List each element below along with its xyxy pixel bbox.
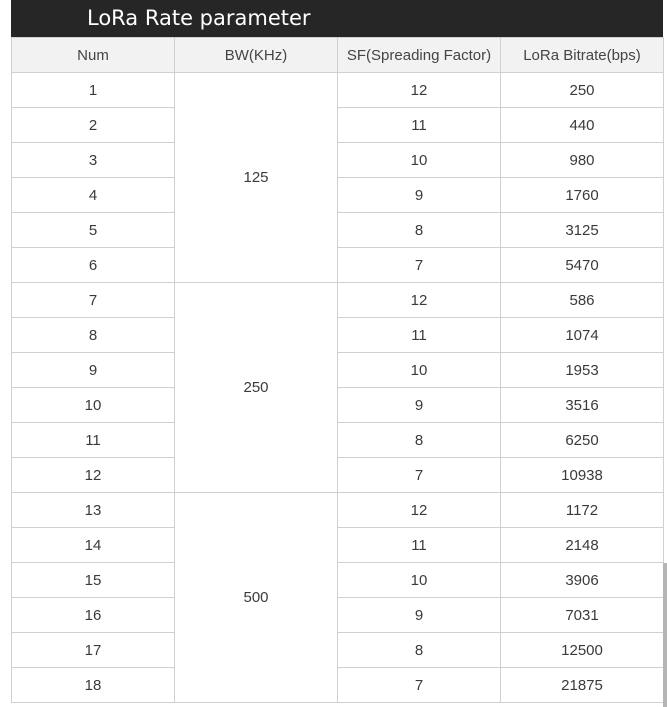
num-cell: 2 xyxy=(12,108,175,143)
sf-cell: 8 xyxy=(338,633,501,668)
table-row xyxy=(12,528,664,563)
table-row xyxy=(12,598,664,633)
table-row xyxy=(12,423,664,458)
bitrate-cell: 21875 xyxy=(501,668,664,703)
bitrate-cell: 1172 xyxy=(501,493,664,528)
sf-cell: 12 xyxy=(338,283,501,318)
num-cell: 13 xyxy=(12,493,175,528)
bitrate-cell: 3125 xyxy=(501,213,664,248)
edge-divider xyxy=(663,563,667,707)
sf-cell: 7 xyxy=(338,668,501,703)
table-title: LoRa Rate parameter xyxy=(11,0,663,37)
num-cell: 10 xyxy=(12,388,175,423)
bitrate-cell: 10938 xyxy=(501,458,664,493)
sf-cell: 8 xyxy=(338,213,501,248)
table-row xyxy=(12,108,664,143)
table-row xyxy=(12,248,664,283)
num-cell: 3 xyxy=(12,143,175,178)
bitrate-cell: 250 xyxy=(501,73,664,108)
num-cell: 15 xyxy=(12,563,175,598)
table-row xyxy=(12,633,664,668)
bitrate-cell: 12500 xyxy=(501,633,664,668)
bitrate-cell: 1074 xyxy=(501,318,664,353)
bitrate-cell: 6250 xyxy=(501,423,664,458)
bitrate-cell: 7031 xyxy=(501,598,664,633)
num-cell: 14 xyxy=(12,528,175,563)
sf-cell: 7 xyxy=(338,248,501,283)
sf-cell: 11 xyxy=(338,528,501,563)
num-cell: 6 xyxy=(12,248,175,283)
table-row xyxy=(12,318,664,353)
bitrate-cell: 1760 xyxy=(501,178,664,213)
table-row xyxy=(12,493,664,528)
bitrate-cell: 3516 xyxy=(501,388,664,423)
table-row xyxy=(12,668,664,703)
bitrate-cell: 1953 xyxy=(501,353,664,388)
table-row xyxy=(12,388,664,423)
bw-cell: 250 xyxy=(175,283,338,493)
sf-cell: 10 xyxy=(338,143,501,178)
column-header-bw: BW(KHz) xyxy=(175,38,338,73)
num-cell: 18 xyxy=(12,668,175,703)
bitrate-cell: 5470 xyxy=(501,248,664,283)
sf-cell: 11 xyxy=(338,318,501,353)
bitrate-cell: 440 xyxy=(501,108,664,143)
column-header-bitrate: LoRa Bitrate(bps) xyxy=(501,38,664,73)
num-cell: 9 xyxy=(12,353,175,388)
sf-cell: 9 xyxy=(338,178,501,213)
sf-cell: 12 xyxy=(338,73,501,108)
sf-cell: 9 xyxy=(338,388,501,423)
bitrate-cell: 2148 xyxy=(501,528,664,563)
table-row xyxy=(12,283,664,318)
lora-rate-table xyxy=(11,37,664,703)
table-row xyxy=(12,353,664,388)
table-row xyxy=(12,73,664,108)
column-header-num: Num xyxy=(12,38,175,73)
sf-cell: 11 xyxy=(338,108,501,143)
num-cell: 17 xyxy=(12,633,175,668)
column-header-sf: SF(Spreading Factor) xyxy=(338,38,501,73)
bitrate-cell: 3906 xyxy=(501,563,664,598)
bitrate-cell: 586 xyxy=(501,283,664,318)
table-row xyxy=(12,178,664,213)
bitrate-cell: 980 xyxy=(501,143,664,178)
num-cell: 5 xyxy=(12,213,175,248)
table-row xyxy=(12,563,664,598)
sf-cell: 9 xyxy=(338,598,501,633)
num-cell: 1 xyxy=(12,73,175,108)
num-cell: 7 xyxy=(12,283,175,318)
table-row xyxy=(12,143,664,178)
sf-cell: 10 xyxy=(338,563,501,598)
sf-cell: 12 xyxy=(338,493,501,528)
bw-cell: 500 xyxy=(175,493,338,703)
header-row xyxy=(12,38,664,73)
num-cell: 11 xyxy=(12,423,175,458)
num-cell: 16 xyxy=(12,598,175,633)
num-cell: 8 xyxy=(12,318,175,353)
sf-cell: 10 xyxy=(338,353,501,388)
table-row xyxy=(12,213,664,248)
table-body xyxy=(12,73,664,703)
sf-cell: 8 xyxy=(338,423,501,458)
num-cell: 12 xyxy=(12,458,175,493)
table-row xyxy=(12,458,664,493)
sf-cell: 7 xyxy=(338,458,501,493)
num-cell: 4 xyxy=(12,178,175,213)
bw-cell: 125 xyxy=(175,73,338,283)
